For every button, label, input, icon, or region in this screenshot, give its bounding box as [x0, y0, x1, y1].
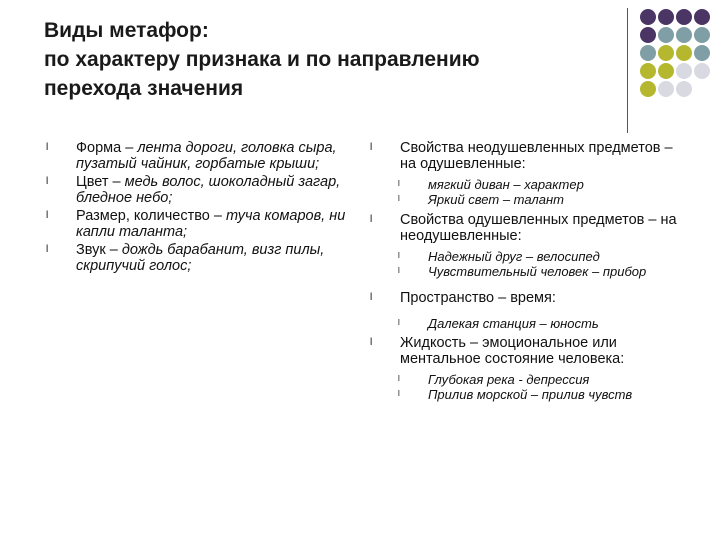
decor-dot — [640, 45, 656, 61]
sub-item-text: Далекая станция – юность — [428, 316, 599, 331]
item-example: туча комаров, ни капли таланта; — [76, 208, 346, 240]
list-item — [370, 212, 690, 244]
decor-dot — [694, 63, 710, 79]
decor-dot — [694, 9, 710, 25]
sub-item — [370, 316, 690, 331]
slide-title: Виды метафор: по характеру признака и по направлению перехода значения — [44, 19, 480, 100]
list-item — [46, 140, 346, 172]
decor-dot — [676, 45, 692, 61]
list-item — [46, 208, 346, 240]
sub-item-text: Надежный друг – велосипед — [428, 249, 600, 264]
bullet-icon: l — [370, 292, 373, 303]
sub-item-text: Чувствительный человек – прибор — [428, 264, 647, 279]
sub-item-text: Глубокая река - депрессия — [428, 372, 590, 387]
bullet-icon: l — [46, 244, 49, 255]
list-item — [370, 335, 690, 367]
bullet-icon: l — [46, 176, 49, 187]
right-column — [370, 140, 690, 402]
decor-dot — [676, 27, 692, 43]
decor-dot — [640, 81, 656, 97]
decor-dot — [658, 63, 674, 79]
sub-item — [370, 372, 690, 387]
sub-item — [370, 249, 690, 264]
decor-dot — [658, 81, 674, 97]
bullet-icon: l — [46, 210, 49, 221]
bullet-icon: l — [398, 374, 400, 383]
list-item — [370, 290, 690, 306]
decor-dot — [658, 45, 674, 61]
item-text: Свойства неодушевленных предметов – на одушевленные: — [400, 140, 673, 172]
decor-dot — [640, 27, 656, 43]
item-text: Пространство – время: — [400, 290, 556, 306]
decor-dot — [676, 81, 692, 97]
decor-dot — [640, 9, 656, 25]
item-label: Форма – — [76, 140, 138, 156]
sub-item — [370, 264, 690, 279]
decor-dot — [676, 63, 692, 79]
sub-item — [370, 177, 690, 192]
decor-dot — [676, 9, 692, 25]
bullet-icon: l — [370, 214, 373, 225]
item-label: Цвет – — [76, 174, 125, 190]
bullet-icon: l — [398, 179, 400, 188]
sub-item-text: мягкий диван – характер — [428, 177, 584, 192]
bullet-icon: l — [398, 318, 400, 327]
item-example: лента дороги, головка сыра, пузатый чайник, горбатые крыши; — [76, 140, 337, 172]
decor-divider — [627, 8, 628, 133]
item-label: Звук – — [76, 242, 122, 258]
list-item — [46, 242, 346, 274]
item-example: медь волос, шоколадный загар, бледное небо; — [76, 174, 341, 206]
decor-dot — [694, 45, 710, 61]
decor-dot — [658, 27, 674, 43]
bullet-icon: l — [398, 251, 400, 260]
list-item — [370, 140, 690, 172]
item-label: Размер, количество – — [76, 208, 226, 224]
list-item — [46, 174, 346, 206]
sub-item-text: Яркий свет – талант — [428, 192, 564, 207]
decor-dot — [640, 63, 656, 79]
left-column — [46, 140, 346, 275]
sub-item — [370, 192, 690, 207]
bullet-icon: l — [398, 389, 400, 398]
sub-item — [370, 387, 690, 402]
bullet-icon: l — [46, 142, 49, 153]
bullet-icon: l — [370, 142, 373, 153]
item-text: Свойства одушевленных предметов – на неодушевленные: — [400, 212, 677, 244]
decor-dot — [694, 27, 710, 43]
bullet-icon: l — [398, 194, 400, 203]
bullet-icon: l — [370, 337, 373, 348]
bullet-icon: l — [398, 266, 400, 275]
item-example: дождь барабанит, визг пилы, скрипучий голос; — [76, 242, 325, 274]
decor-dot — [658, 9, 674, 25]
item-text: Жидкость – эмоциональное или ментальное состояние человека: — [400, 335, 625, 367]
sub-item-text: Прилив морской – прилив чувств — [428, 387, 633, 402]
